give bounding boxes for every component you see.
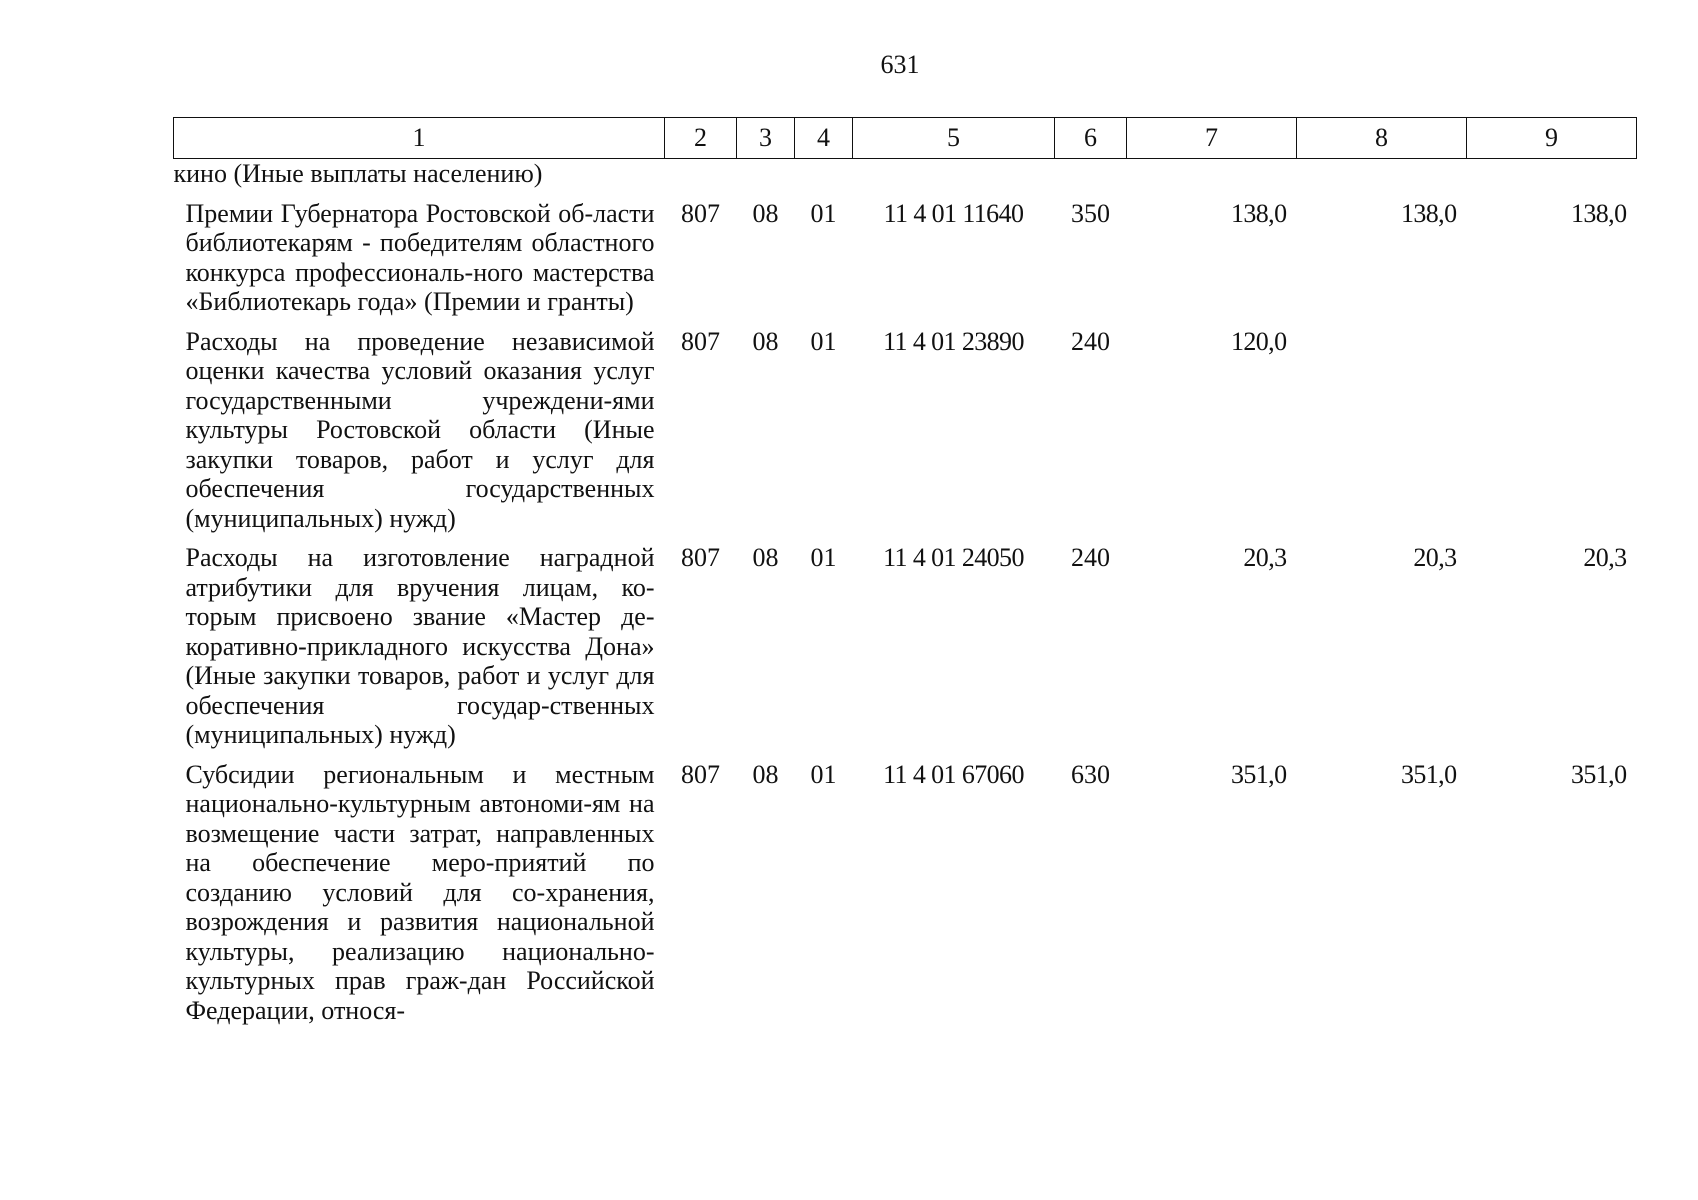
row-target-article: 11 4 01 11640 (883, 198, 1024, 228)
row-target-article: 11 4 01 67060 (883, 759, 1024, 789)
row-subsection-code: 01 (810, 198, 837, 228)
row-amount-col7: 120,0 (1230, 326, 1287, 356)
row-amount-col7: 351,0 (1230, 759, 1287, 789)
row-amount-col8: 20,3 (1413, 543, 1457, 572)
row-expense-type: 630 (1071, 759, 1110, 789)
row-description: Премии Губернатора Ростовской об-ласти библиотекарям - победителям областного конкурса профессиональ-ного мастерства «Библиотекарь года» (Премии и гранты) (185, 198, 655, 316)
row-description: Расходы на проведение независимой оценки качества условий оказания услуг государственными учреждени-ями культуры Ростовской области (Иные закупки товаров, работ и услуг для обеспечения государственных (муниципальных) нужд) (185, 326, 655, 533)
table-row (174, 750, 1637, 1026)
row-expense-type: 240 (1071, 543, 1110, 572)
row-section-code: 08 (752, 326, 779, 356)
row-ministry-code: 807 (681, 759, 720, 789)
column-header-3: 3 (737, 118, 795, 159)
row-amount-col8: 138,0 (1400, 198, 1457, 228)
row-amount-col9 (1467, 317, 1637, 534)
column-header-8: 8 (1297, 118, 1467, 159)
table-row (174, 189, 1637, 317)
column-header-6: 6 (1055, 118, 1127, 159)
row-description: Расходы на изготовление наградной атрибутики для вручения лицам, ко-торым присвоено звание «Мастер де-коративно-прикладного искусства Дона» (Иные закупки товаров, работ и услуг для обеспечения государ-ственных (муниципальных) нужд) (185, 543, 655, 749)
row-expense-type: 350 (1071, 198, 1110, 228)
page-number: 631 (880, 50, 920, 79)
column-header-9: 9 (1467, 118, 1637, 159)
row-section-code: 08 (752, 759, 779, 789)
row-amount-col7: 138,0 (1230, 198, 1287, 228)
row-expense-type: 240 (1071, 326, 1110, 356)
row-subsection-code: 01 (810, 543, 837, 572)
row-amount-col8 (1297, 317, 1467, 534)
row-target-article: 11 4 01 24050 (883, 543, 1024, 572)
column-header-5: 5 (853, 118, 1055, 159)
row-ministry-code: 807 (681, 198, 720, 228)
row-target-article: 11 4 01 23890 (883, 326, 1024, 356)
column-header-1: 1 (174, 118, 665, 159)
row-amount-col8: 351,0 (1400, 759, 1457, 789)
column-header-4: 4 (795, 118, 853, 159)
row-ministry-code: 807 (681, 326, 720, 356)
row-section-code: 08 (752, 198, 779, 228)
table-header (174, 118, 1637, 159)
continuation-text: кино (Иные выплаты населению) (173, 159, 543, 188)
column-header-7: 7 (1127, 118, 1297, 159)
continuation-row (174, 159, 1637, 189)
row-section-code: 08 (752, 543, 779, 572)
row-ministry-code: 807 (681, 543, 720, 572)
budget-table (173, 117, 1637, 1025)
table-row (174, 317, 1637, 534)
row-amount-col9: 138,0 (1570, 198, 1627, 228)
table-row (174, 533, 1637, 750)
row-description: Субсидии региональным и местным национально-культурным автономи-ям на возмещение части затрат, направленных на обеспечение меро-приятий по созданию условий для со-хранения, возрождения и развития национальной культуры, реализацию национально-культурных прав граж-дан Российской Федерации, относя- (185, 759, 655, 1025)
row-amount-col9: 351,0 (1570, 759, 1627, 789)
row-amount-col7: 20,3 (1243, 543, 1287, 572)
column-header-2: 2 (665, 118, 737, 159)
row-subsection-code: 01 (810, 326, 837, 356)
row-amount-col9: 20,3 (1583, 543, 1627, 572)
row-subsection-code: 01 (810, 759, 837, 789)
